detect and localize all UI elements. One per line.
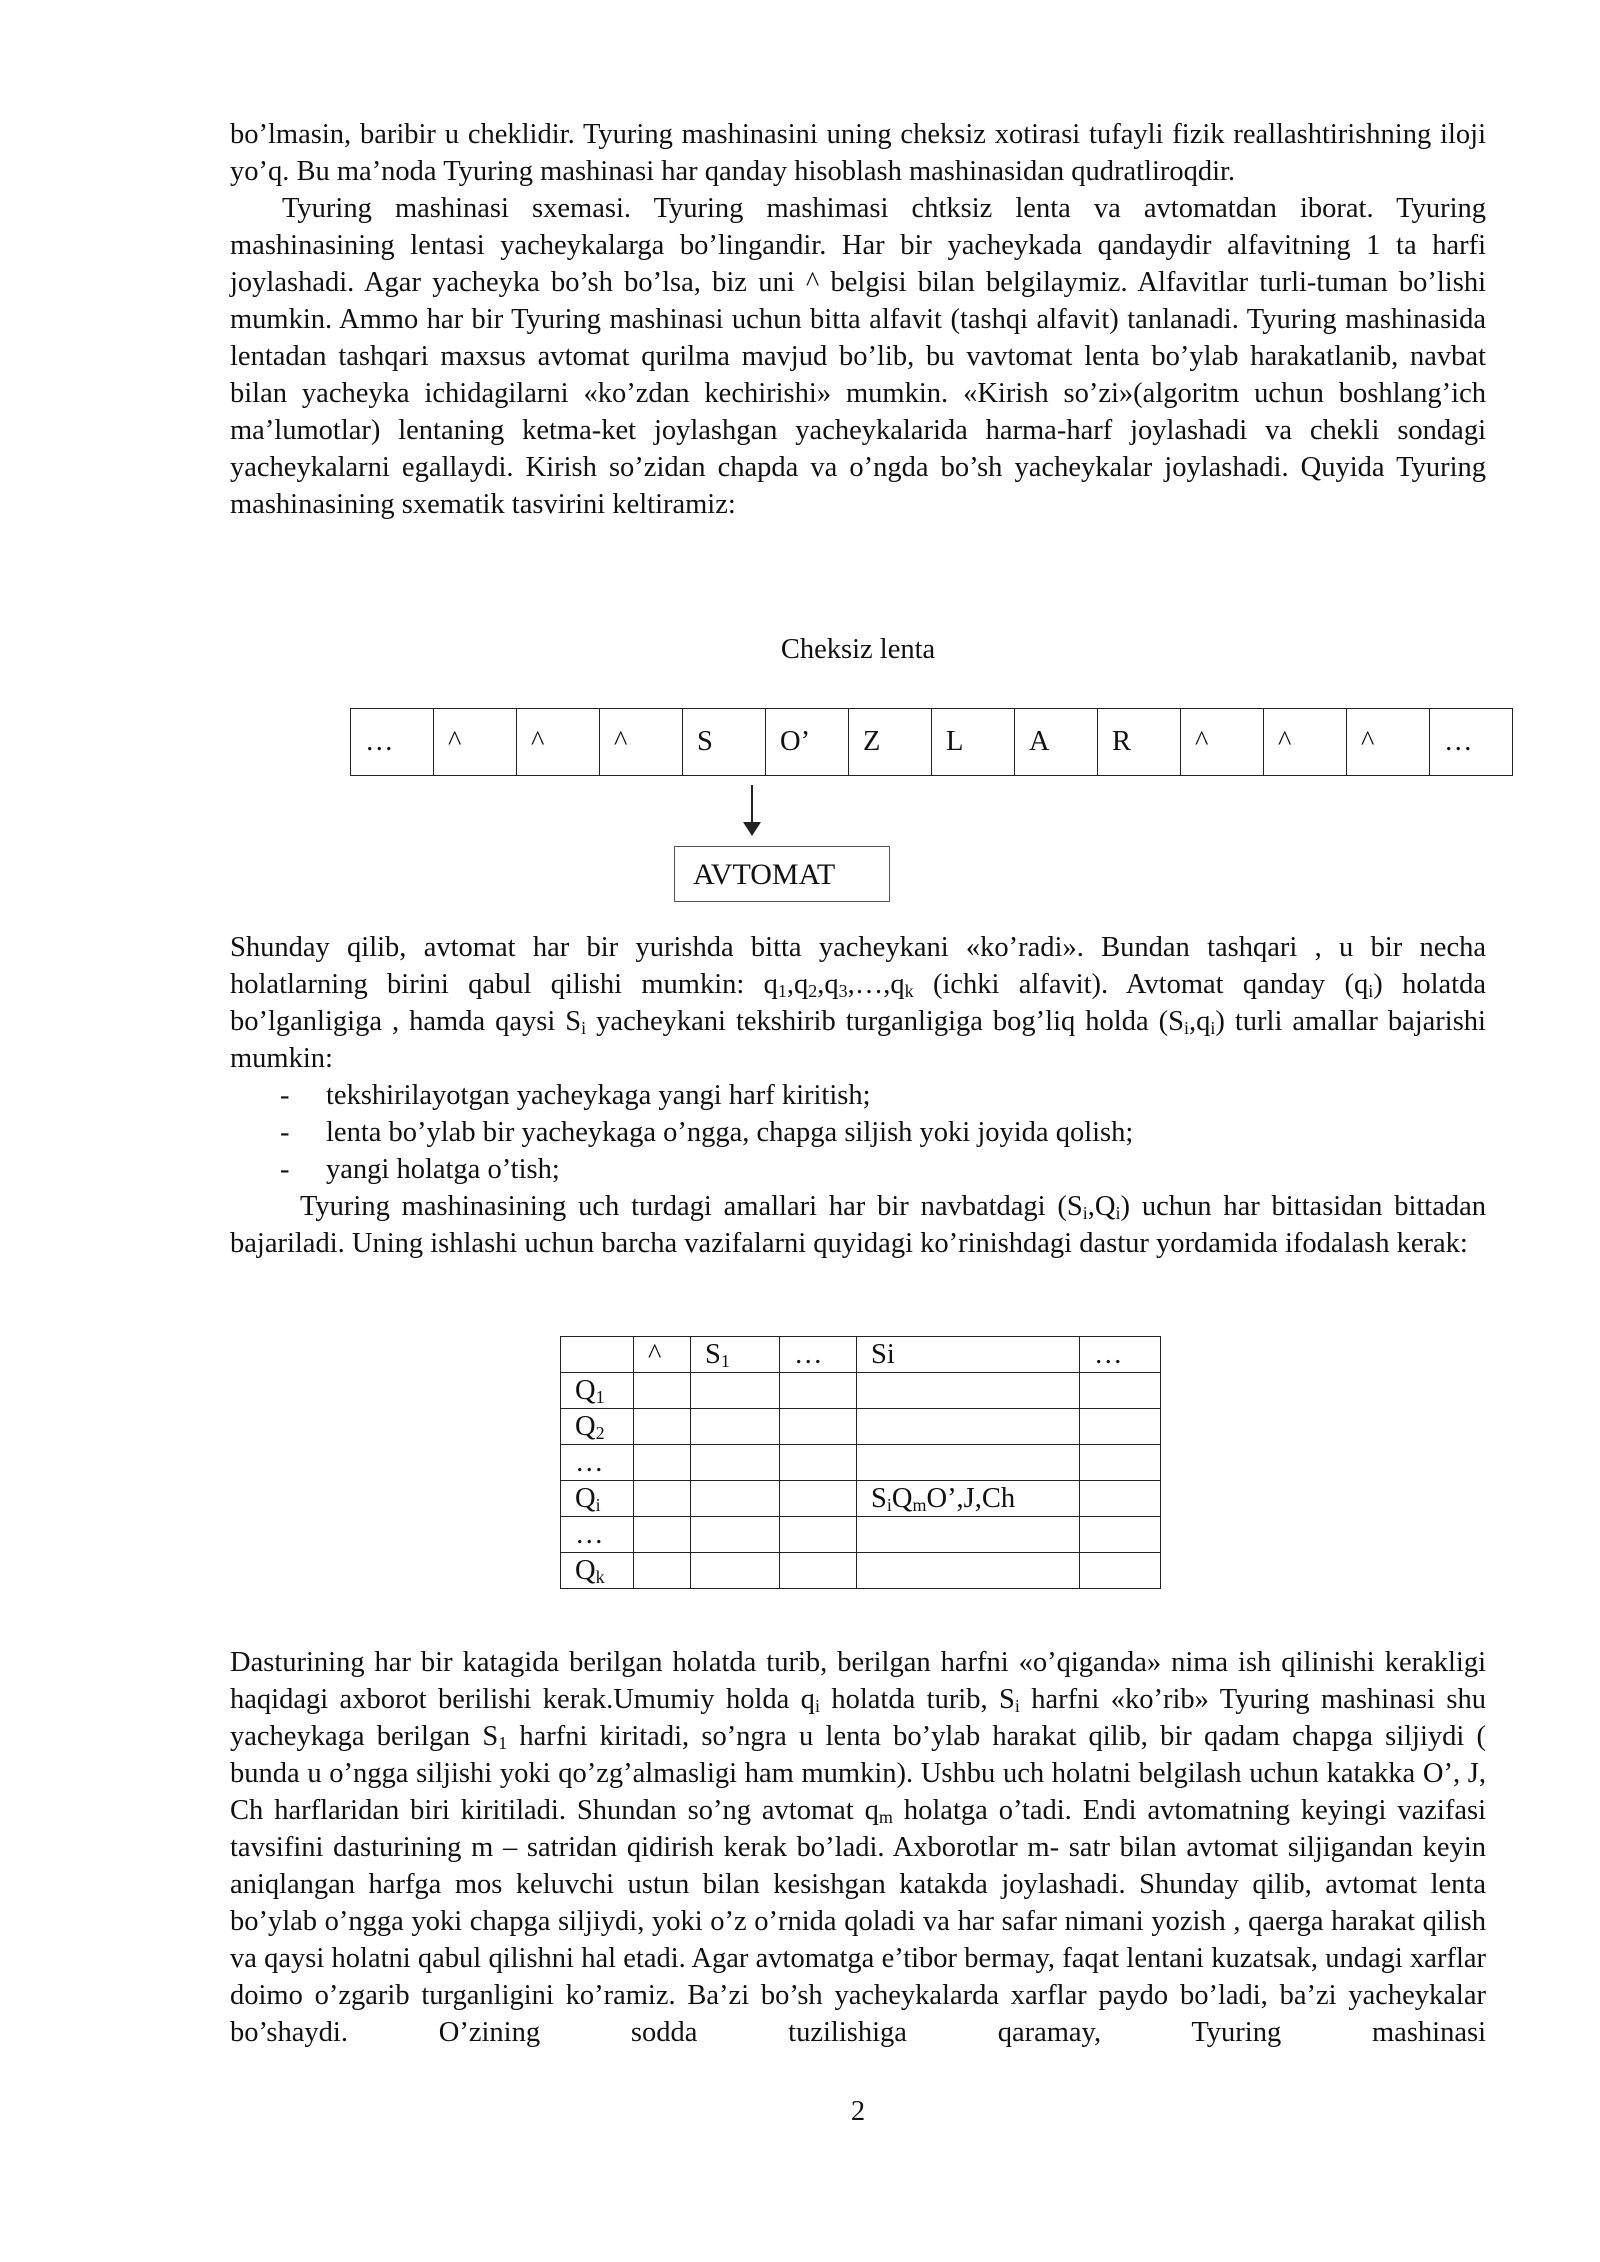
table-header-row (561, 1337, 1161, 1373)
tape-cell: R (1098, 709, 1181, 776)
state-cell: $Q_k$ (561, 1553, 634, 1589)
infinite-tape (350, 708, 1513, 776)
paragraph-explanation: Dasturining har bir katagida berilgan holatda turib, berilgan harfni «o’qiganda» nima ish qilinishi kerakligi haqidagi axborot berilishi kerak.Umumiy holda $q_i$ holatda turib, $S_i$ harfni «ko’rib» Tyuring mashinasi shu yacheykaga berilgan $S_1$ harfni kiritadi, so’ngra u lenta bo’ylab harakat qilib, bir qadam chapga siljiydi ( bunda u o’ngga siljishi yoki qo’zg’almasligi ham mumkin). Ushbu uch holatni belgilash uchun katakka O’, J, Ch harflaridan biri kiritiladi. Shundan so’ng avtomat $q_m$ holatga o’tadi. Endi avtomatning keyingi vazifasi tavsifini dasturining m – satridan qidirish kerak bo’ladi. Axborotlar m- satr bilan avtomat siljigandan keyin aniqlangan harfga mos keluvchi ustun bilan kesishgan katakda joylashadi. Shunday qilib, avtomat lenta bo’ylab o’ngga yoki chapga siljiydi, yoki o’z o’rnida qoladi va har safar nimani yozish , qaerga harakat qilish va qaysi holatni qabul qilishni hal etadi. Agar avtomatga e’tibor bermay, faqat lentani kuzatsak, undagi xarflar doimo o’zgarib turganligini ko’ramiz. Ba’zi bo’sh yacheykalarda xarflar paydo bo’ladi, ba’zi yacheykalar bo’shaydi. O’zining sodda tuzilishiga qaramay, Tyuring mashinasi (230, 1647, 1487, 2048)
tape-cell: ^ (1181, 709, 1264, 776)
arrow-shaft (751, 785, 753, 825)
intro-text (230, 116, 1486, 523)
tape-cell: ^ (1264, 709, 1347, 776)
bottom-text (230, 1644, 1486, 2051)
state-cell: … (561, 1445, 634, 1481)
tape-cell: S (683, 709, 766, 776)
paragraph-program: Tyuring mashinasining uch turdagi amallari har bir navbatdagi $(S_i,Q_i)$ uchun har bittasidan bittadan bajariladi. Uning ishlashi uchun barcha vazifalarni quyidagi ko’rinishdagi dastur yordamida ifodalash kerak: (230, 1191, 1486, 1259)
tape-cell: A (1015, 709, 1098, 776)
program-table (560, 1336, 1161, 1589)
arrow-down-icon (743, 822, 761, 836)
tape-cell: O’ (766, 709, 849, 776)
tape-cell: L (932, 709, 1015, 776)
tape-cell: Z (849, 709, 932, 776)
paragraph-states: Shunday qilib, avtomat har bir yurishda bitta yacheykani «ko’radi». Bundan tashqari , u bir necha holatlarning birini qabul qilishi mumkin: $q_1,q_2,q_3,\dots,q_k$ (ichki alfavit). Avtomat qanday $(q_i)$ holatda bo’lganligiga , hamda qaysi $S_i$ yacheykani tekshirib turganligiga bog’liq holda $(S_i,q_i)$ turli amallar bajarishi mumkin: (230, 932, 1486, 1074)
table-row (561, 1373, 1161, 1409)
middle-text (230, 929, 1486, 1262)
operations-list (230, 1077, 1486, 1188)
table-header-cell: … (780, 1337, 857, 1373)
tape-cell: ^ (1347, 709, 1430, 776)
list-item: - lenta bo’ylab bir yacheykaga o’ngga, chapga siljish yoki joyida qolish; (230, 1114, 1486, 1151)
table-row (561, 1517, 1161, 1553)
tape-cell: … (1430, 709, 1513, 776)
table-row (561, 1445, 1161, 1481)
paragraph-continuation: bo’lmasin, baribir u cheklidir. Tyuring mashinasini uning cheksiz xotirasi tufayli fizik reallashtirishning iloji yo’q. Bu ma’noda Tyuring mashinasi har qanday hisoblash mashinasidan qudratliroqdir. (230, 119, 1486, 187)
table-header-cell: … (1080, 1337, 1161, 1373)
state-cell: $Q_1$ (561, 1373, 634, 1409)
state-cell: … (561, 1517, 634, 1553)
instruction-cell: $S_iQ_mO’,J,Ch$ (857, 1481, 1080, 1517)
table-header-cell: ^ (634, 1337, 691, 1373)
table-row (561, 1481, 1161, 1517)
page-number: 2 (850, 2096, 866, 2127)
table-row (561, 1553, 1161, 1589)
tape-cell: … (351, 709, 434, 776)
state-cell: $Q_2$ (561, 1409, 634, 1445)
tape-row (351, 709, 1513, 776)
tape-cell: ^ (434, 709, 517, 776)
automat-box: AVTOMAT (674, 846, 890, 902)
table-header-cell: Si (857, 1337, 1080, 1373)
tape-cell: ^ (600, 709, 683, 776)
paragraph-scheme-description: Tyuring mashinasi sxemasi. Tyuring mashimasi chtksiz lenta va avtomatdan iborat. Tyuring mashinasining lentasi yacheykalarga bo’lingandir. Har bir yacheykada qandaydir alfavitning 1 ta harfi joylashadi. Agar yacheyka bo’sh bo’lsa, biz uni ^ belgisi bilan belgilaymiz. Alfavitlar turli-tuman bo’lishi mumkin. Ammo har bir Tyuring mashinasi uchun bitta alfavit (tashqi alfavit) tanlanadi. Tyuring mashinasida lentadan tashqari maxsus avtomat qurilma mavjud bo’lib, bu vavtomat lenta bo’ylab harakatlanib, navbat bilan yacheyka ichidagilarni «ko’zdan kechirishi» mumkin. «Kirish so’zi»(algoritm uchun boshlang’ich ma’lumotlar) lentaning ketma-ket joylashgan yacheykalarida harma-harf joylashadi va chekli sondagi yacheykalarni egallaydi. Kirish so’zidan chapda va o’ngda bo’sh yacheykalar joylashadi. Quyida Tyuring mashinasining sxematik tasvirini keltiramiz: (230, 193, 1486, 520)
list-item: - tekshirilayotgan yacheykaga yangi harf kiritish; (230, 1077, 1486, 1114)
table-row (561, 1409, 1161, 1445)
table-corner-cell (561, 1337, 634, 1373)
state-cell: $Q_i$ (561, 1481, 634, 1517)
table-header-cell: $S_1$ (691, 1337, 780, 1373)
tape-caption: Cheksiz lenta (780, 634, 936, 665)
list-item: - yangi holatga o’tish; (230, 1151, 1486, 1188)
tape-cell: ^ (517, 709, 600, 776)
